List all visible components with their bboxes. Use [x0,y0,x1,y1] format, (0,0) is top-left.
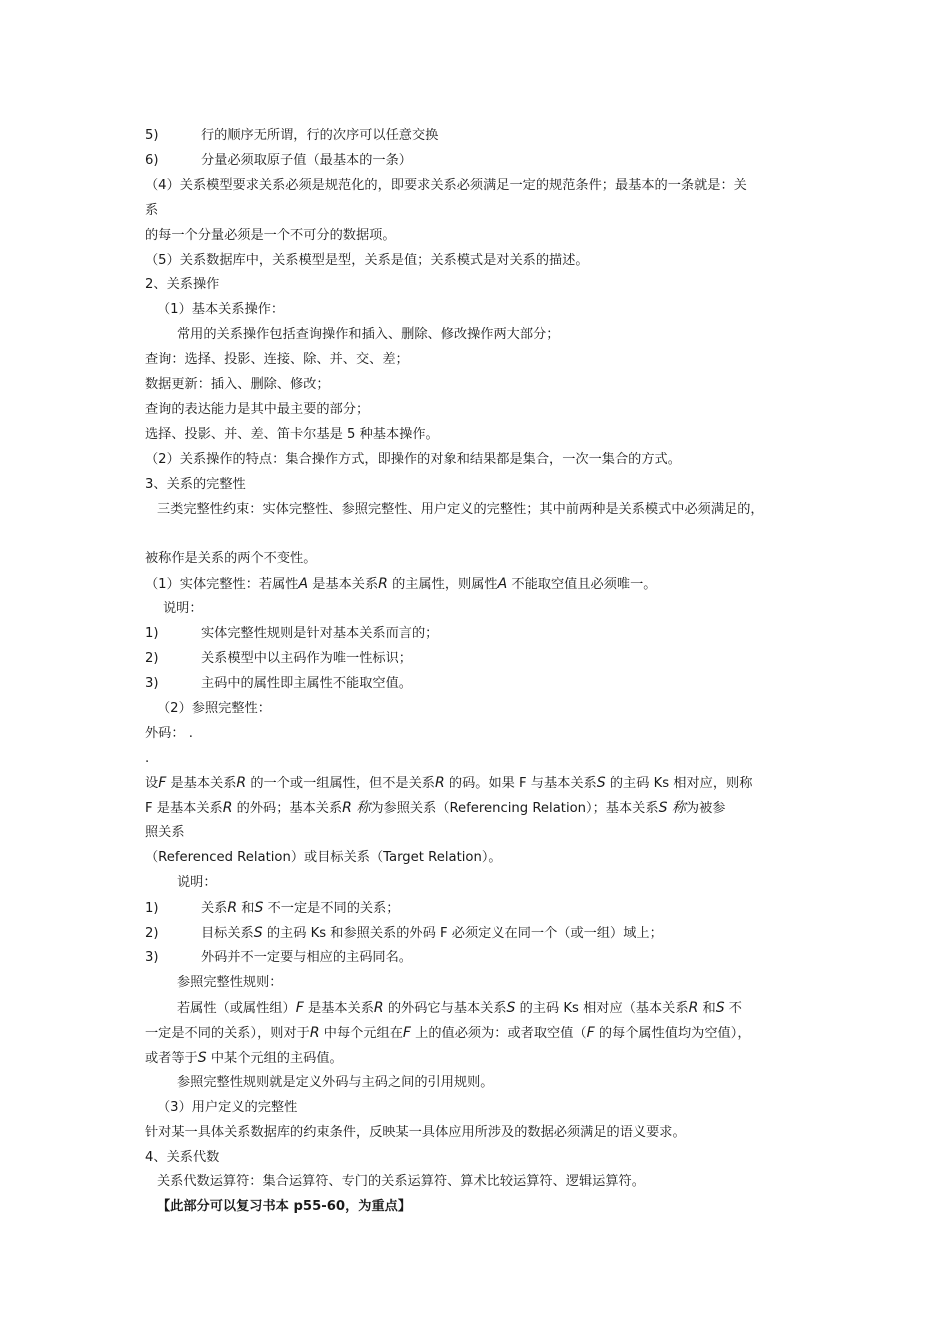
paragraph-line: 说明： [177,875,217,890]
math-symbol: R [222,800,233,816]
list-text: 实体完整性规则是针对基本关系而言的； [201,626,439,641]
math-symbol: S [715,1000,725,1016]
text-run: 关系 [201,901,228,916]
paragraph-line [145,1049,343,1068]
paragraph-line [145,799,725,818]
list-text: 主码中的属性即主属性不能取空值。 [201,676,412,691]
list-number: 6) [145,153,159,168]
text-run: 中每个元组在 [319,1026,403,1041]
subsection-heading: （3）用户定义的完整性 [157,1100,298,1115]
text-run: 为被参 [685,801,726,816]
text-run: 的主码 Ks 相对应（基本关系 [515,1001,689,1016]
math-symbol: S [596,775,606,791]
math-symbol: S [253,925,263,941]
math-symbol: F [402,1025,411,1041]
paragraph-line: 针对某一具体关系数据库的约束条件，反映某一具体应用所涉及的数据必须满足的语义要求。 [145,1125,686,1140]
subsection-heading: （2）参照完整性： [157,701,271,716]
list-number: 2) [145,926,159,941]
list-item [145,924,663,943]
text-run: 设 [145,776,159,791]
text-run: 的主码 Ks 和参照关系的外码 F 必须定义在同一个（或一组）域上； [262,926,663,941]
text-run: 的外码；基本关系 [232,801,343,816]
list-number: 1) [145,626,159,641]
text-run: 中某个元组的主码值。 [206,1051,343,1066]
subsection-heading: （1）基本关系操作： [157,302,285,317]
math-symbol: R [236,775,247,791]
list-text: 分量必须取原子值（最基本的一条） [201,153,412,168]
math-symbol: F [295,1000,304,1016]
paragraph-line: 说明： [163,601,203,616]
text-run: 是基本关系 [166,776,237,791]
paragraph-line: 被称作是关系的两个不变性。 [145,551,317,566]
list-item [145,152,412,170]
paragraph-line: 外码： . [145,726,193,741]
math-symbol: A [298,576,309,592]
text-run: 的一个或一组属性，但不是关系 [246,776,435,791]
math-symbol: R [378,576,388,592]
highlight-note: 【此部分可以复习书本 p55-60，为重点】 [157,1199,412,1214]
text-run: 的主属性，则属性 [387,577,498,592]
math-symbol: S 称 [658,800,686,816]
paragraph-line: 参照完整性规则： [177,975,283,990]
list-number: 2) [145,651,159,666]
text-run: 为参照关系（Referencing Relation）；基本关系 [370,801,659,816]
math-symbol: R [309,1025,320,1041]
text-run: 的外码它与基本关系 [383,1001,507,1016]
paragraph-line: 三类完整性约束：实体完整性、参照完整性、用户定义的完整性；其中前两种是关系模式中必须满足的， [157,502,764,517]
paragraph-line: 数据更新：插入、删除、修改； [145,377,330,392]
list-item [145,650,412,668]
text-run: 和 [698,1001,716,1016]
math-symbol: S [254,900,264,916]
section-heading: 4、关系代数 [145,1150,220,1165]
text-run: 的码。如果 F 与基本关系 [444,776,597,791]
math-symbol: R [434,775,445,791]
math-symbol: R [688,1000,699,1016]
list-number: 3) [145,676,159,691]
paragraph-line [145,575,656,594]
math-symbol: S [506,1000,516,1016]
list-number: 5) [145,128,159,143]
text-run: 的主码 Ks 相对应，则称 [605,776,753,791]
paragraph-line: （Referenced Relation）或目标关系（Target Relation）。 [145,850,502,865]
paragraph-line: （4）关系模型要求关系必须是规范化的，即要求关系必须满足一定的规范条件；最基本的一条就是：关 [145,178,747,193]
math-symbol: R [227,900,238,916]
list-item [145,625,438,643]
math-symbol: A [497,576,508,592]
list-item [145,675,412,693]
text-run: 若属性（或属性组） [177,1001,296,1016]
list-number: 3) [145,950,159,965]
text-run: 是基本关系 [303,1001,374,1016]
text-run: 不一定是不同的关系； [263,901,400,916]
list-item [145,949,412,967]
list-text: 行的顺序无所谓，行的次序可以任意交换 [201,128,439,143]
paragraph-line [145,1024,751,1043]
list-text: 关系模型中以主码作为唯一性标识； [201,651,412,666]
paragraph-line: 常用的关系操作包括查询操作和插入、删除、修改操作两大部分； [177,327,560,342]
math-symbol: F [158,775,167,791]
text-run: 不能取空值且必须唯一。 [507,577,657,592]
math-symbol: S [197,1050,207,1066]
paragraph-line [145,774,752,793]
paragraph-line: 参照完整性规则就是定义外码与主码之间的引用规则。 [177,1075,494,1090]
paragraph-line: 查询的表达能力是其中最主要的部分； [145,402,370,417]
math-symbol: R 称 [342,800,371,816]
text-run: 一定是不同的关系），则对于 [145,1026,310,1041]
section-heading: 2、关系操作 [145,277,220,292]
paragraph-line: . [145,751,150,766]
text-run: 上的值必须为：或者取空值（ [410,1026,587,1041]
text-run: 的每个属性值均为空值）， [594,1026,751,1041]
paragraph-line: （5）关系数据库中，关系模型是型，关系是值；关系模式是对关系的描述。 [145,253,589,268]
paragraph-line: 选择、投影、并、差、笛卡尔基是 5 种基本操作。 [145,427,439,442]
text-run: 目标关系 [201,926,254,941]
text-run: （1）实体完整性：若属性 [145,577,299,592]
text-run: F 是基本关系 [145,801,223,816]
math-symbol: F [586,1025,595,1041]
text-run: 是基本关系 [308,577,379,592]
paragraph-line: 系 [145,203,159,218]
paragraph-line: 查询：选择、投影、连接、除、并、交、差； [145,352,409,367]
list-item [145,127,438,145]
text-run: 或者等于 [145,1051,198,1066]
list-item [145,899,399,918]
paragraph-line: （2）关系操作的特点：集合操作方式，即操作的对象和结果都是集合，一次一集合的方式。 [145,452,681,467]
text-run: 不 [724,1001,742,1016]
paragraph-line: 的每一个分量必须是一个不可分的数据项。 [145,228,396,243]
text-run: 和 [237,901,255,916]
paragraph-line: 关系代数运算符：集合运算符、专门的关系运算符、算术比较运算符、逻辑运算符。 [157,1174,645,1189]
paragraph-line: 照关系 [145,825,185,840]
list-number: 1) [145,901,159,916]
math-symbol: R [373,1000,384,1016]
paragraph-line [177,999,742,1018]
section-heading: 3、关系的完整性 [145,477,246,492]
list-text: 外码并不一定要与相应的主码同名。 [201,950,412,965]
